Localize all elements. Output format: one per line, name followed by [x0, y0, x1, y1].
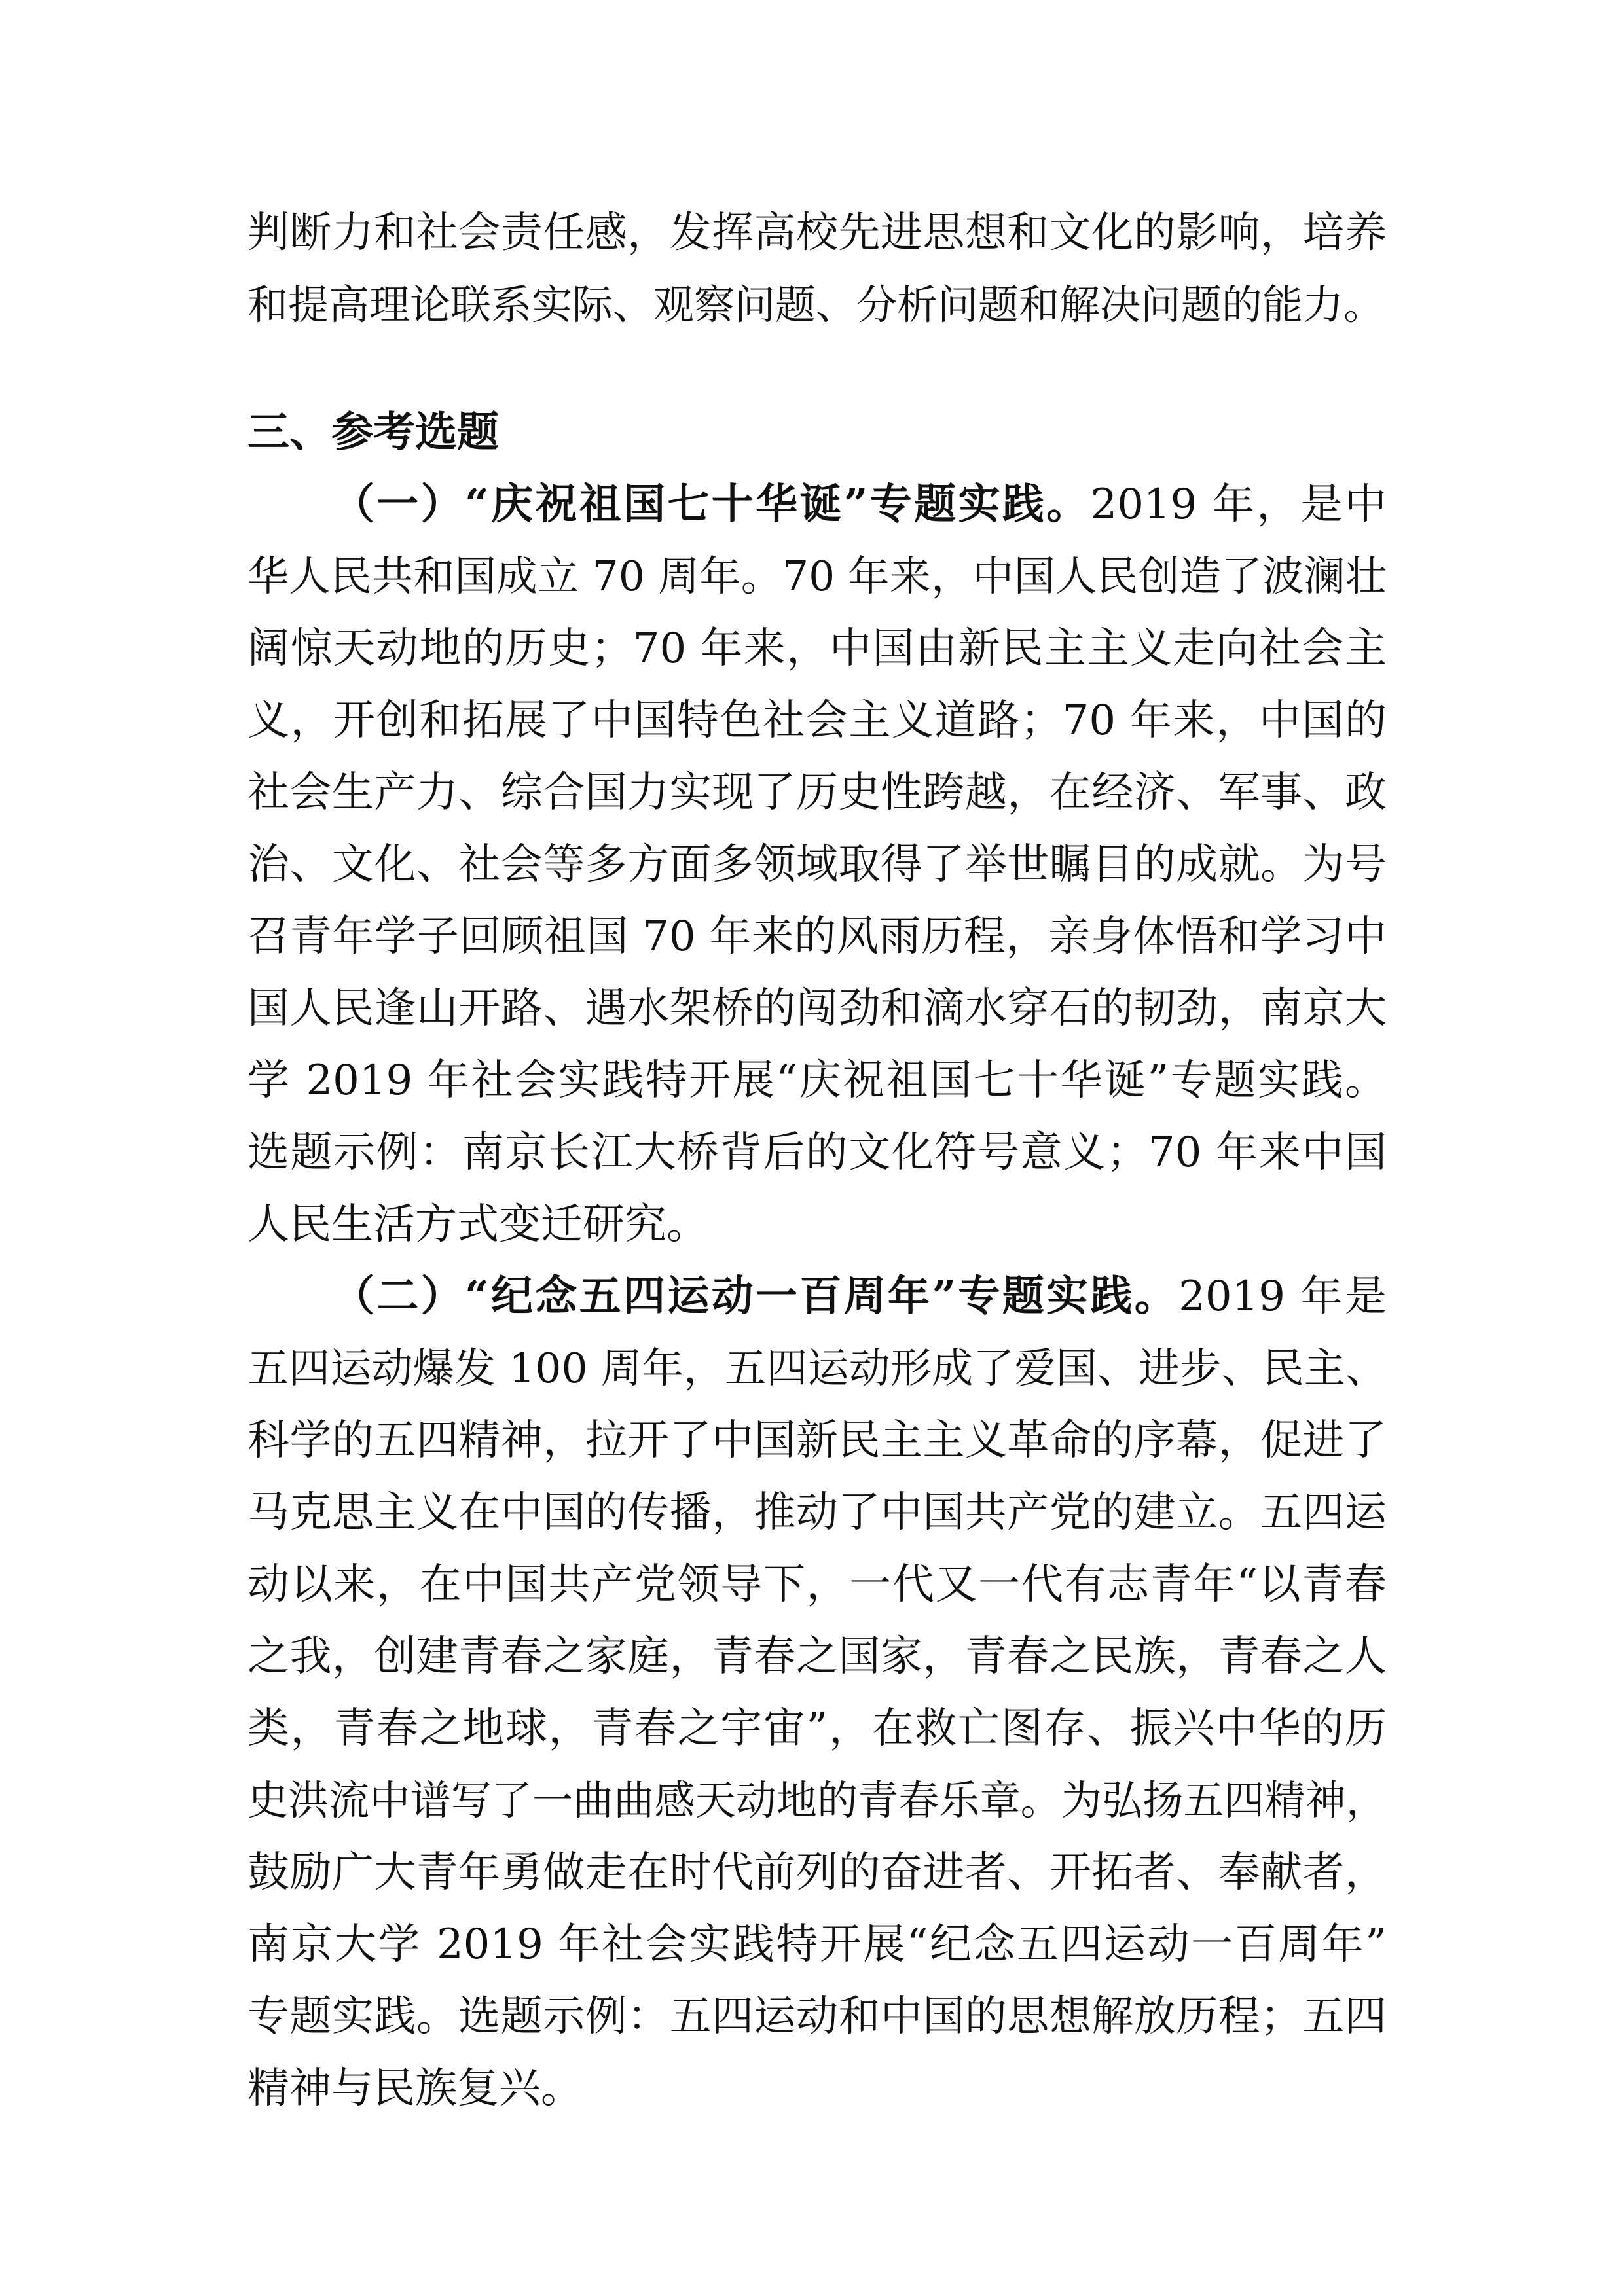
topic1-line: 选题示例：南京长江大桥背后的文化符号意义；70 年来中国: [247, 1128, 1387, 1177]
topic2-line: 精神与民族复兴。: [247, 2064, 583, 2113]
topic2-first-line: [333, 1266, 1387, 1327]
section-heading: 三、参考选题: [247, 408, 499, 457]
topic2-line: 史洪流中谱写了一曲曲感天动地的青春乐章。为弘扬五四精神，: [247, 1776, 1387, 1824]
topic1-line: 治、文化、社会等多方面多领域取得了举世瞩目的成就。为号: [247, 840, 1387, 889]
topic2-line: 之我，创建青春之家庭，青春之国家，青春之民族，青春之人: [247, 1632, 1387, 1681]
intro-line-2: 和提高理论联系实际、观察问题、分析问题和解决问题的能力。: [247, 281, 1385, 329]
topic2-title: （二）“纪念五四运动一百周年”专题实践。: [333, 1272, 1179, 1321]
topic2-line: 南京大学 2019 年社会实践特开展“纪念五四运动一百周年”: [247, 1920, 1387, 1969]
topic1-line: 华人民共和国成立 70 周年。70 年来，中国人民创造了波澜壮: [247, 552, 1387, 600]
topic2-line: 专题实践。选题示例：五四运动和中国的思想解放历程；五四: [247, 1992, 1387, 2041]
topic1-title: （一）“庆祝祖国七十华诞”专题实践。: [333, 480, 1091, 529]
topic2-line: 动以来，在中国共产党领导下，一代又一代有志青年“以青春: [247, 1560, 1387, 1609]
topic2-line: 类，青春之地球，青春之宇宙”，在救亡图存、振兴中华的历: [247, 1704, 1387, 1753]
topic2-line: 马克思主义在中国的传播，推动了中国共产党的建立。五四运: [247, 1488, 1387, 1537]
topic1-line: 社会生产力、综合国力实现了历史性跨越，在经济、军事、政: [247, 768, 1387, 817]
topic2-line: 科学的五四精神，拉开了中国新民主主义革命的序幕，促进了: [247, 1416, 1387, 1465]
topic2-first-line-rest: 2019 年是: [1178, 1272, 1387, 1321]
topic1-line: 召青年学子回顾祖国 70 年来的风雨历程，亲身体悟和学习中: [247, 912, 1387, 961]
topic1-line: 义，开创和拓展了中国特色社会主义道路；70 年来，中国的: [247, 696, 1387, 745]
topic1-first-line-rest: 2019 年，是中: [1090, 480, 1387, 529]
topic1-line: 国人民逢山开路、遇水架桥的闯劲和滴水穿石的韧劲，南京大: [247, 984, 1387, 1033]
topic1-line: 学 2019 年社会实践特开展“庆祝祖国七十华诞”专题实践。: [247, 1056, 1387, 1105]
topic2-line: 五四运动爆发 100 周年，五四运动形成了爱国、进步、民主、: [247, 1344, 1387, 1392]
topic1-first-line: [333, 475, 1387, 535]
topic1-line: 人民生活方式变迁研究。: [247, 1200, 708, 1249]
topic2-line: 鼓励广大青年勇做走在时代前列的奋进者、开拓者、奉献者，: [247, 1848, 1387, 1897]
intro-line-1: 判断力和社会责任感，发挥高校先进思想和文化的影响，培养: [247, 209, 1387, 257]
topic1-line: 阔惊天动地的历史；70 年来，中国由新民主主义走向社会主: [247, 624, 1387, 673]
